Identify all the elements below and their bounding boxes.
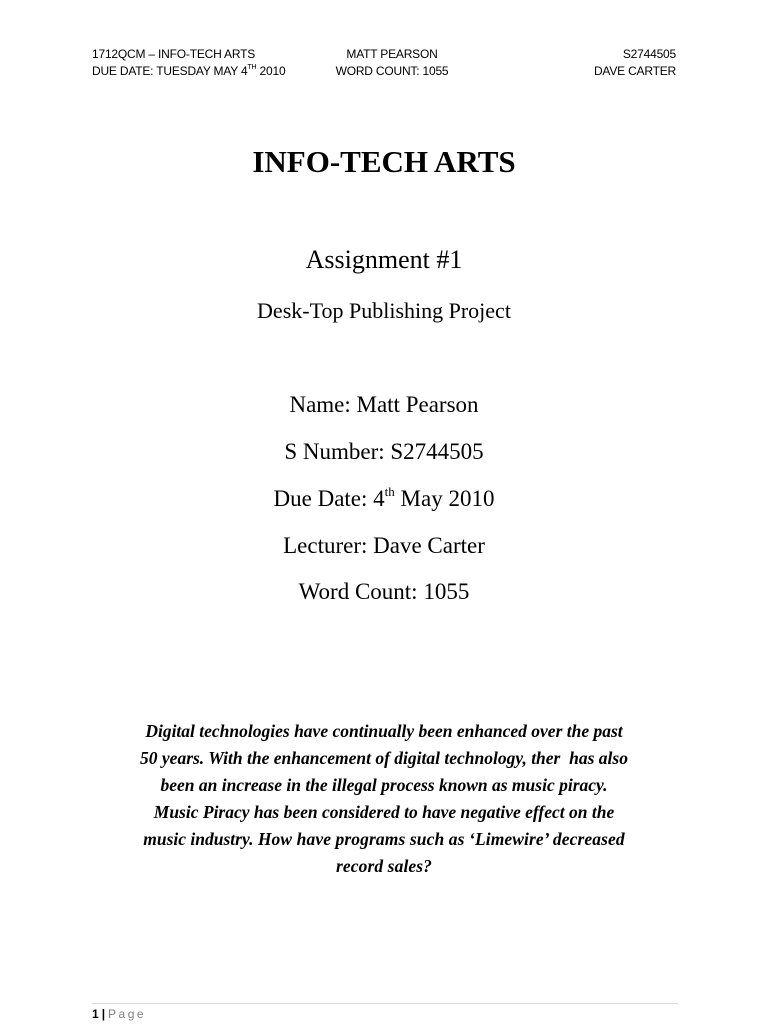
header-word-count: WORD COUNT: 1055 (335, 64, 449, 78)
info-lecturer: Lecturer: Dave Carter (283, 533, 485, 558)
page-number: 1 (92, 1007, 99, 1021)
header-student-number: S2744505 (622, 47, 676, 61)
header-author: MATT PEARSON (346, 47, 438, 61)
info-word-count: Word Count: 1055 (298, 579, 470, 604)
page-label: Page (108, 1007, 147, 1021)
abstract-paragraph (82, 718, 686, 880)
abstract-line: Digital technologies have continually been enhanced over the past (145, 721, 623, 741)
info-name: Name: Matt Pearson (289, 392, 479, 417)
info-s-number: S Number: S2744505 (284, 439, 484, 464)
info-due-date: Due Date: 4th May 2010 (273, 484, 495, 511)
research-question: How have programs such as ‘Limewire’ decreased (257, 829, 625, 849)
research-question-end: record sales? (335, 856, 433, 876)
abstract-line: music industry. How have programs such as ‘Limewire’ decreased (143, 829, 625, 849)
page-footer (92, 1006, 146, 1022)
assignment-heading: Assignment #1 (305, 245, 463, 274)
header-lecturer: DAVE CARTER (593, 64, 676, 78)
footer-separator: | (101, 1007, 106, 1021)
header-course: 1712QCM – INFO-TECH ARTS (92, 47, 256, 61)
abstract-line: been an increase in the illegal process known as music piracy. (160, 775, 608, 795)
footer-divider (92, 1003, 678, 1004)
document-title: INFO-TECH ARTS (252, 144, 516, 179)
abstract-line: Music Piracy has been considered to have negative effect on the (153, 802, 615, 822)
project-subtitle: Desk-Top Publishing Project (257, 298, 511, 323)
header-due-date: DUE DATE: TUESDAY MAY 4TH 2010 (92, 64, 286, 78)
abstract-line: 50 years. With the enhancement of digital technology, ther has also (140, 748, 628, 768)
